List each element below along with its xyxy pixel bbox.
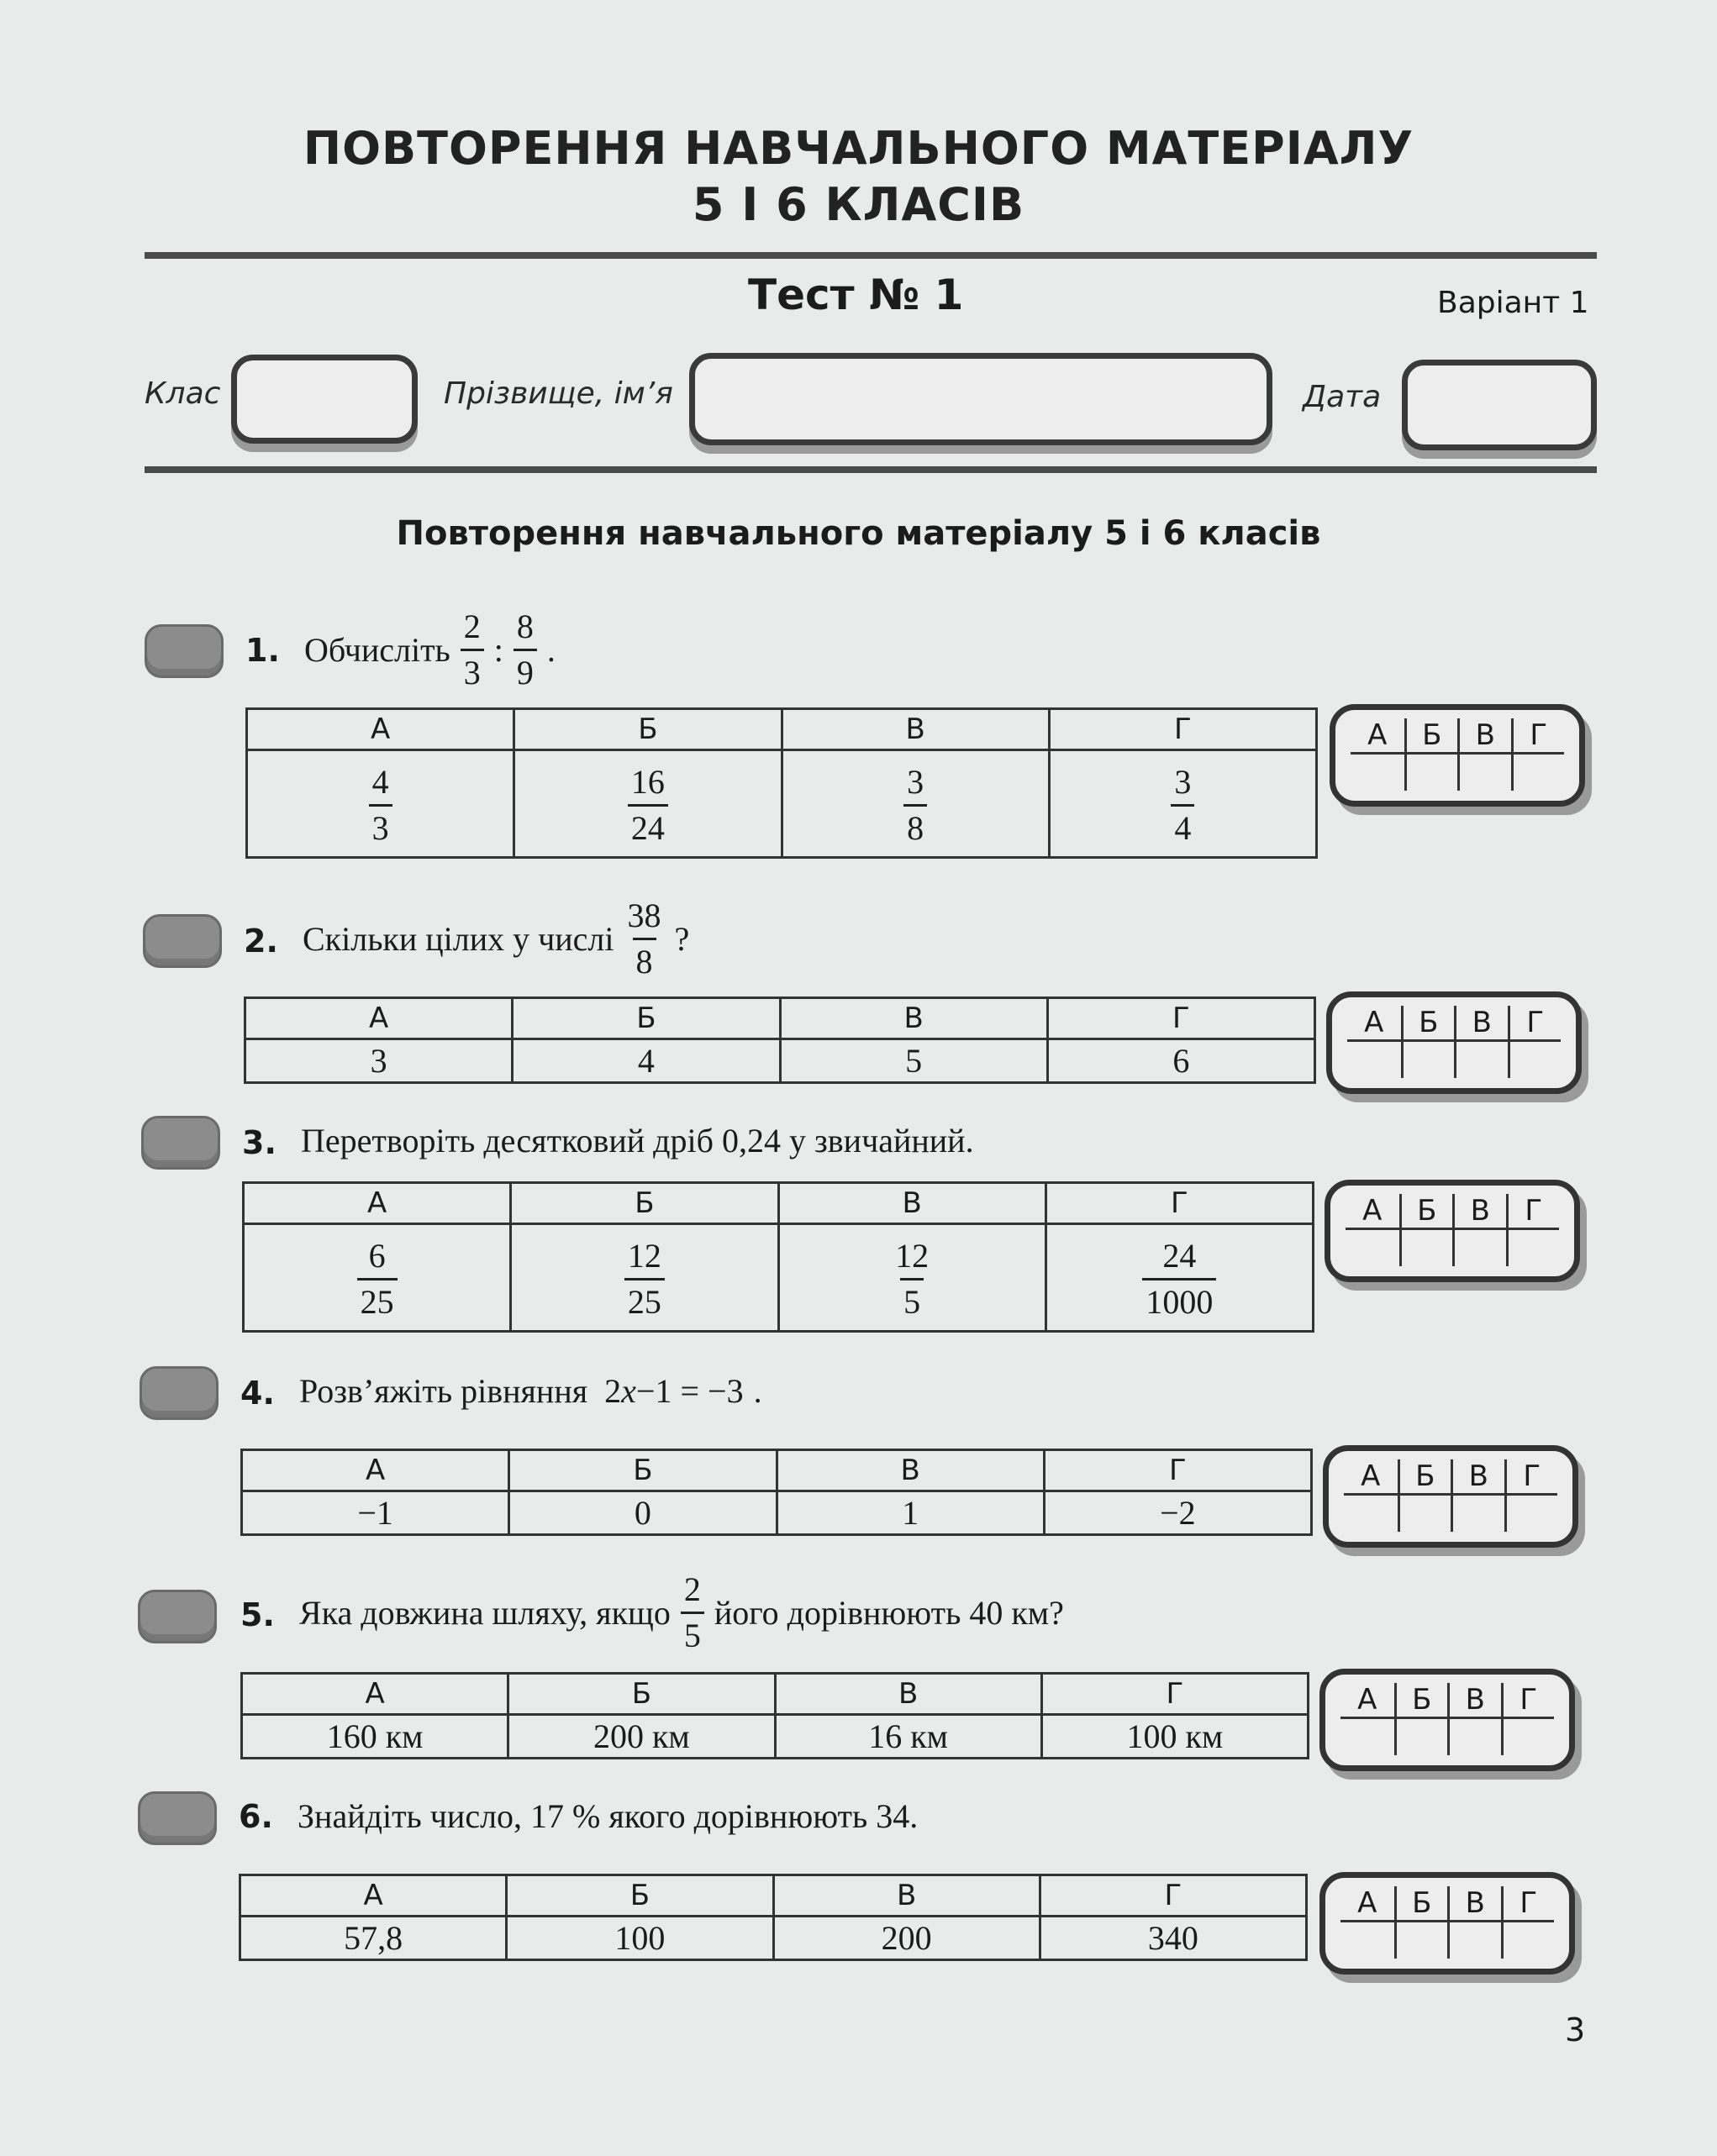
- option-value: 0: [509, 1491, 777, 1535]
- question-end: .: [546, 631, 556, 669]
- answer-letter: В: [1451, 1459, 1504, 1496]
- answer-box-q5[interactable]: [1319, 1669, 1575, 1771]
- option-letter: Г: [1045, 1183, 1313, 1224]
- answer-cell[interactable]: [1344, 1496, 1398, 1532]
- operator: :: [493, 631, 503, 669]
- denominator: 8: [903, 804, 927, 845]
- section-title: Повторення навчального матеріалу 5 і 6 класів: [396, 514, 1321, 553]
- answer-letter: Г: [1508, 1006, 1562, 1042]
- answer-letter: В: [1452, 1194, 1506, 1230]
- numerator: 4: [371, 763, 389, 801]
- answer-cell[interactable]: [1501, 1719, 1555, 1755]
- answer-letter: В: [1457, 718, 1511, 755]
- answer-cell[interactable]: [1340, 1922, 1394, 1959]
- answer-letter: В: [1454, 1006, 1508, 1042]
- option-value: −2: [1044, 1491, 1311, 1535]
- option-value: [778, 1224, 1045, 1332]
- numerator: 24: [1162, 1237, 1197, 1275]
- denominator: 24: [628, 804, 668, 845]
- answer-letter: Б: [1404, 718, 1458, 755]
- question-number: 6.: [239, 1798, 273, 1835]
- answer-letter: Б: [1401, 1006, 1455, 1042]
- answer-box-q1[interactable]: [1330, 704, 1585, 807]
- numerator: 16: [630, 763, 665, 801]
- test-title: Тест № 1: [748, 271, 964, 319]
- answer-cell[interactable]: [1508, 1042, 1562, 1078]
- option-value: [244, 1224, 511, 1332]
- option-letter: А: [242, 1674, 508, 1715]
- question-end: його дорівнюють 40 км?: [714, 1594, 1064, 1632]
- option-value: 200: [773, 1917, 1040, 1960]
- question-text-q1: [304, 607, 556, 691]
- fraction: [624, 899, 665, 979]
- question-end: .: [753, 1372, 762, 1410]
- question-text-q2: [303, 899, 689, 979]
- option-letter: Г: [1047, 998, 1314, 1039]
- class-field[interactable]: [231, 355, 418, 444]
- option-value: 3: [245, 1039, 513, 1083]
- options-table-q6: [239, 1874, 1308, 1961]
- answer-letter: Б: [1399, 1194, 1453, 1230]
- main-title-grades: 5 І 6 КЛАСІВ: [692, 178, 1025, 231]
- answer-cell[interactable]: [1401, 1042, 1455, 1078]
- option-letter: Б: [513, 998, 780, 1039]
- option-letter: А: [245, 998, 513, 1039]
- option-value: 100 км: [1041, 1715, 1308, 1759]
- answer-letter: А: [1351, 718, 1404, 755]
- option-value: [782, 750, 1049, 858]
- question-text-q4: [299, 1371, 762, 1411]
- answer-cell[interactable]: [1454, 1042, 1508, 1078]
- option-value: 5: [780, 1039, 1047, 1083]
- option-value: [1049, 750, 1316, 858]
- option-letter: Г: [1040, 1875, 1306, 1917]
- options-table-q2: [244, 996, 1316, 1084]
- answer-letter: В: [1447, 1886, 1501, 1922]
- denominator: 9: [514, 649, 537, 690]
- option-letter: В: [775, 1674, 1041, 1715]
- equation: [604, 1371, 743, 1411]
- question-text: Розв’яжіть рівняння: [299, 1372, 588, 1410]
- option-value: −1: [242, 1491, 509, 1535]
- numerator: 3: [907, 763, 924, 801]
- answer-letter: Г: [1501, 1683, 1555, 1719]
- numerator: 2: [683, 1570, 701, 1608]
- answer-cell[interactable]: [1394, 1922, 1448, 1959]
- answer-letter: Б: [1394, 1886, 1448, 1922]
- answer-box-q4[interactable]: [1323, 1445, 1578, 1548]
- score-badge-q6: [138, 1791, 217, 1845]
- options-table-q1: [245, 707, 1318, 859]
- numerator: 12: [895, 1237, 930, 1275]
- option-letter: Б: [511, 1183, 778, 1224]
- question-text-q3: Перетворіть десятковий дріб 0,24 у звичайний.: [301, 1122, 974, 1160]
- fraction: [461, 607, 484, 691]
- option-letter: Б: [509, 1450, 777, 1491]
- option-letter: В: [780, 998, 1047, 1039]
- question-number: 2.: [244, 923, 278, 960]
- question-number: 4.: [240, 1375, 275, 1412]
- answer-cell[interactable]: [1340, 1719, 1394, 1755]
- fraction: [681, 1570, 704, 1654]
- numerator: 8: [516, 607, 534, 645]
- options-table-q4: [240, 1449, 1313, 1536]
- numerator: 38: [627, 897, 661, 934]
- class-label: Клас: [145, 376, 221, 411]
- score-badge-q3: [141, 1116, 220, 1170]
- header-rule-top: [145, 252, 1597, 259]
- options-table-q5: [240, 1672, 1309, 1759]
- answer-cell[interactable]: [1511, 755, 1565, 791]
- answer-letter: А: [1346, 1194, 1399, 1230]
- question-text: Скільки цілих у числі: [303, 920, 614, 958]
- question-text-q6: Знайдіть число, 17 % якого дорівнюють 34.: [298, 1797, 919, 1835]
- score-badge-q2: [143, 914, 222, 968]
- option-letter: Г: [1041, 1674, 1308, 1715]
- option-value: 1: [777, 1491, 1044, 1535]
- option-value: 6: [1047, 1039, 1314, 1083]
- answer-letter: А: [1344, 1459, 1398, 1496]
- denominator: 4: [1171, 804, 1194, 845]
- option-letter: А: [247, 709, 514, 750]
- score-badge-q5: [138, 1590, 217, 1643]
- option-letter: В: [782, 709, 1049, 750]
- variant-label: Варіант 1: [1437, 286, 1589, 320]
- question-text: Обчисліть: [304, 631, 450, 669]
- option-value: 16 км: [775, 1715, 1041, 1759]
- answer-letter: В: [1447, 1683, 1501, 1719]
- option-letter: Б: [507, 1875, 773, 1917]
- option-value: 4: [513, 1039, 780, 1083]
- answer-cell[interactable]: [1404, 755, 1458, 791]
- answer-letter: Г: [1511, 718, 1565, 755]
- options-table-q3: [242, 1181, 1314, 1333]
- equation-coefficient: 2: [604, 1372, 622, 1410]
- denominator: 1000: [1142, 1278, 1216, 1319]
- answer-cell[interactable]: [1351, 755, 1404, 791]
- equation-rest: −1 = −3: [635, 1372, 744, 1410]
- score-badge-q1: [145, 624, 224, 678]
- option-letter: Б: [508, 1674, 775, 1715]
- answer-letter: Б: [1394, 1683, 1448, 1719]
- answer-cell[interactable]: [1347, 1042, 1401, 1078]
- date-label: Дата: [1303, 380, 1382, 414]
- option-letter: В: [777, 1450, 1044, 1491]
- answer-letter: Б: [1398, 1459, 1451, 1496]
- numerator: 3: [1174, 763, 1192, 801]
- question-text-q5: [299, 1570, 1064, 1654]
- answer-cell[interactable]: [1447, 1719, 1501, 1755]
- denominator: 3: [369, 804, 392, 845]
- question-number: 5.: [240, 1596, 275, 1633]
- denominator: 5: [681, 1612, 704, 1653]
- denominator: 25: [357, 1278, 398, 1319]
- answer-letter: Г: [1504, 1459, 1558, 1496]
- answer-letter: А: [1340, 1683, 1394, 1719]
- denominator: 25: [624, 1278, 665, 1319]
- option-letter: А: [242, 1450, 509, 1491]
- score-badge-q4: [140, 1366, 219, 1420]
- option-value: 57,8: [240, 1917, 507, 1960]
- numerator: 2: [463, 607, 481, 645]
- fraction: [514, 607, 537, 691]
- option-letter: В: [773, 1875, 1040, 1917]
- name-field[interactable]: [689, 353, 1272, 445]
- answer-cell[interactable]: [1451, 1496, 1504, 1532]
- denominator: 3: [461, 649, 484, 690]
- answer-cell[interactable]: [1398, 1496, 1451, 1532]
- answer-letter: А: [1340, 1886, 1394, 1922]
- main-title: ПОВТОРЕННЯ НАВЧАЛЬНОГО МАТЕРІАЛУ: [303, 122, 1414, 175]
- question-end: ?: [674, 920, 690, 958]
- answer-letter: Г: [1506, 1194, 1560, 1230]
- answer-cell[interactable]: [1506, 1230, 1560, 1266]
- denominator: 5: [900, 1278, 924, 1319]
- answer-cell[interactable]: [1447, 1922, 1501, 1959]
- option-value: 100: [507, 1917, 773, 1960]
- answer-cell[interactable]: [1457, 755, 1511, 791]
- option-value: [514, 750, 782, 858]
- option-value: [247, 750, 514, 858]
- answer-cell[interactable]: [1394, 1719, 1448, 1755]
- option-letter: Б: [514, 709, 782, 750]
- answer-cell[interactable]: [1504, 1496, 1558, 1532]
- header-rule-bottom: [145, 466, 1597, 473]
- option-letter: А: [240, 1875, 507, 1917]
- answer-box-q3[interactable]: [1325, 1180, 1580, 1282]
- option-letter: Г: [1044, 1450, 1311, 1491]
- option-value: [511, 1224, 778, 1332]
- answer-cell[interactable]: [1346, 1230, 1399, 1266]
- numerator: 6: [368, 1237, 386, 1275]
- question-text: Яка довжина шляху, якщо: [299, 1594, 671, 1632]
- option-letter: В: [778, 1183, 1045, 1224]
- answer-letter: Г: [1501, 1886, 1555, 1922]
- answer-box-q6[interactable]: [1319, 1872, 1575, 1975]
- question-number: 1.: [245, 632, 280, 669]
- option-value: 160 км: [242, 1715, 508, 1759]
- answer-cell[interactable]: [1452, 1230, 1506, 1266]
- question-number: 3.: [242, 1124, 277, 1161]
- name-label: Прізвище, ім’я: [444, 376, 673, 411]
- option-value: 340: [1040, 1917, 1306, 1960]
- answer-cell[interactable]: [1501, 1922, 1555, 1959]
- denominator: 8: [633, 938, 656, 979]
- option-value: [1045, 1224, 1313, 1332]
- answer-letter: А: [1347, 1006, 1401, 1042]
- option-value: 200 км: [508, 1715, 775, 1759]
- equation-variable: x: [621, 1372, 636, 1410]
- page-number: 3: [1565, 2011, 1586, 2048]
- option-letter: А: [244, 1183, 511, 1224]
- option-letter: Г: [1049, 709, 1316, 750]
- answer-cell[interactable]: [1399, 1230, 1453, 1266]
- answer-box-q2[interactable]: [1326, 991, 1582, 1094]
- date-field[interactable]: [1402, 360, 1597, 450]
- numerator: 12: [627, 1237, 661, 1275]
